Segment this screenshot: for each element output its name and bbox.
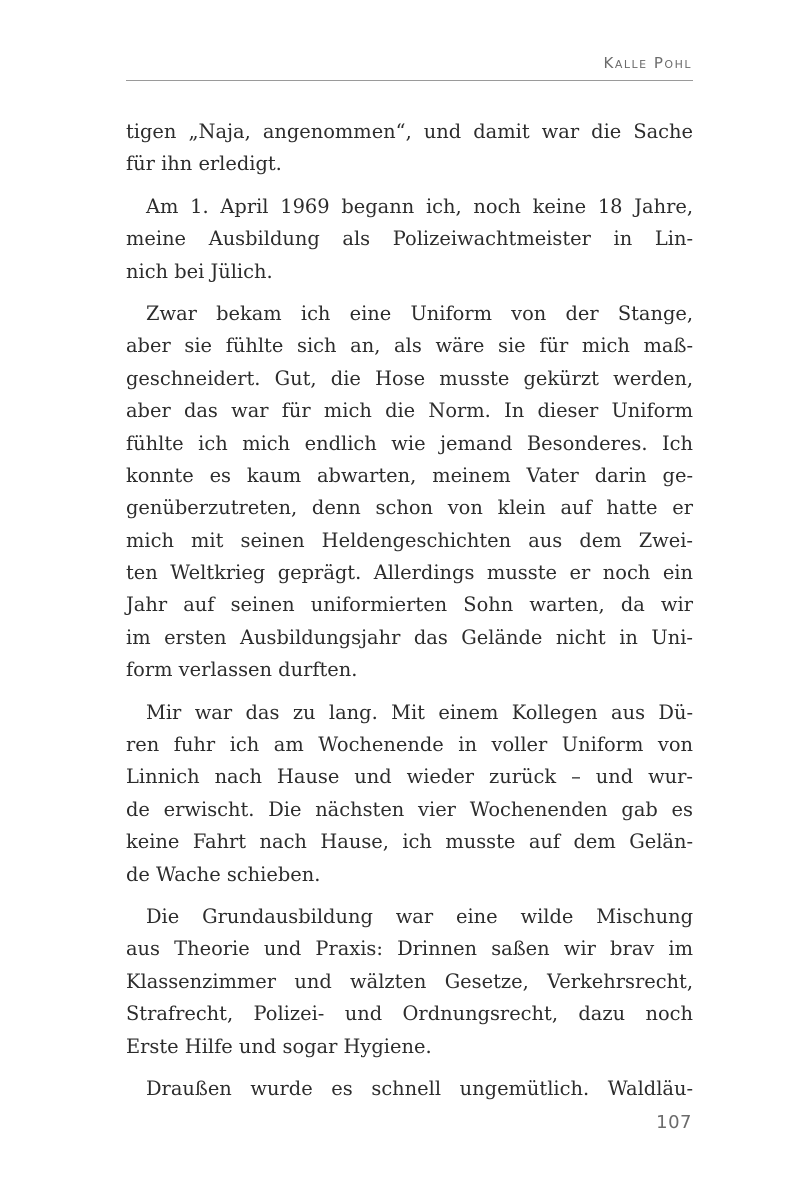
book-page-body (126, 116, 693, 1115)
text-line: Strafrecht, Polizei- und Ordnungsrecht, dazu noch (126, 1002, 693, 1026)
text-line: im ersten Ausbildungsjahr das Gelände nicht in Uni- (126, 625, 693, 649)
text-line: aber sie fühlte sich an, als wäre sie für mich maß- (126, 334, 693, 358)
text-line: de erwischt. Die nächsten vier Wochenenden gab es (126, 797, 693, 821)
text-line: form verlassen durften. (126, 658, 358, 682)
page-number: 107 (656, 1112, 692, 1133)
text-line: ren fuhr ich am Wochenende in voller Uniform von (126, 733, 693, 757)
text-line: tigen „Naja, angenommen“, und damit war die Sache (126, 120, 693, 143)
text-line: fühlte ich mich endlich wie jemand Besonderes. Ich (126, 431, 693, 455)
text-line: geschneidert. Gut, die Hose musste gekürzt werden, (126, 366, 693, 390)
text-line: Die Grundausbildung war eine wilde Mischung (146, 904, 693, 928)
text-line: keine Fahrt nach Hause, ich musste auf dem Gelän- (126, 830, 693, 854)
text-line: Mir war das zu lang. Mit einem Kollegen aus Dü- (146, 700, 693, 724)
text-line: mich mit seinen Heldengeschichten aus dem Zwei- (126, 528, 693, 552)
paragraph (126, 1073, 693, 1105)
running-header-author: Kalle Pohl (603, 54, 692, 72)
paragraph (126, 191, 693, 288)
text-line: Jahr auf seinen uniformierten Sohn warten, da wir (126, 593, 693, 617)
text-line: Zwar bekam ich eine Uniform von der Stange, (146, 301, 693, 325)
text-line: Klassenzimmer und wälzten Gesetze, Verkehrsrecht, (126, 969, 693, 993)
text-line: Draußen wurde es schnell ungemütlich. Waldläu- (146, 1076, 693, 1100)
paragraph (126, 901, 693, 1063)
text-line: aber das war für mich die Norm. In dieser Uniform (126, 399, 693, 423)
text-line: meine Ausbildung als Polizeiwachtmeister in Lin- (126, 227, 693, 251)
text-line: genüberzutreten, denn schon von klein auf hatte er (126, 496, 693, 520)
paragraph (126, 697, 693, 891)
text-line: Linnich nach Hause und wieder zurück – und wur- (126, 765, 693, 789)
text-line: konnte es kaum abwarten, meinem Vater darin ge- (126, 463, 693, 487)
text-line: ten Weltkrieg geprägt. Allerdings musste er noch ein (126, 561, 693, 585)
text-line: nich bei Jülich. (126, 259, 273, 283)
text-line: Erste Hilfe und sogar Hygiene. (126, 1034, 432, 1058)
paragraph (126, 298, 693, 687)
header-divider (126, 80, 693, 81)
text-line: Am 1. April 1969 begann ich, noch keine 18 Jahre, (146, 194, 693, 218)
text-line: de Wache schieben. (126, 862, 321, 886)
paragraph (126, 116, 693, 181)
text-line: für ihn erledigt. (126, 152, 282, 176)
text-line: aus Theorie und Praxis: Drinnen saßen wir brav im (126, 937, 693, 961)
